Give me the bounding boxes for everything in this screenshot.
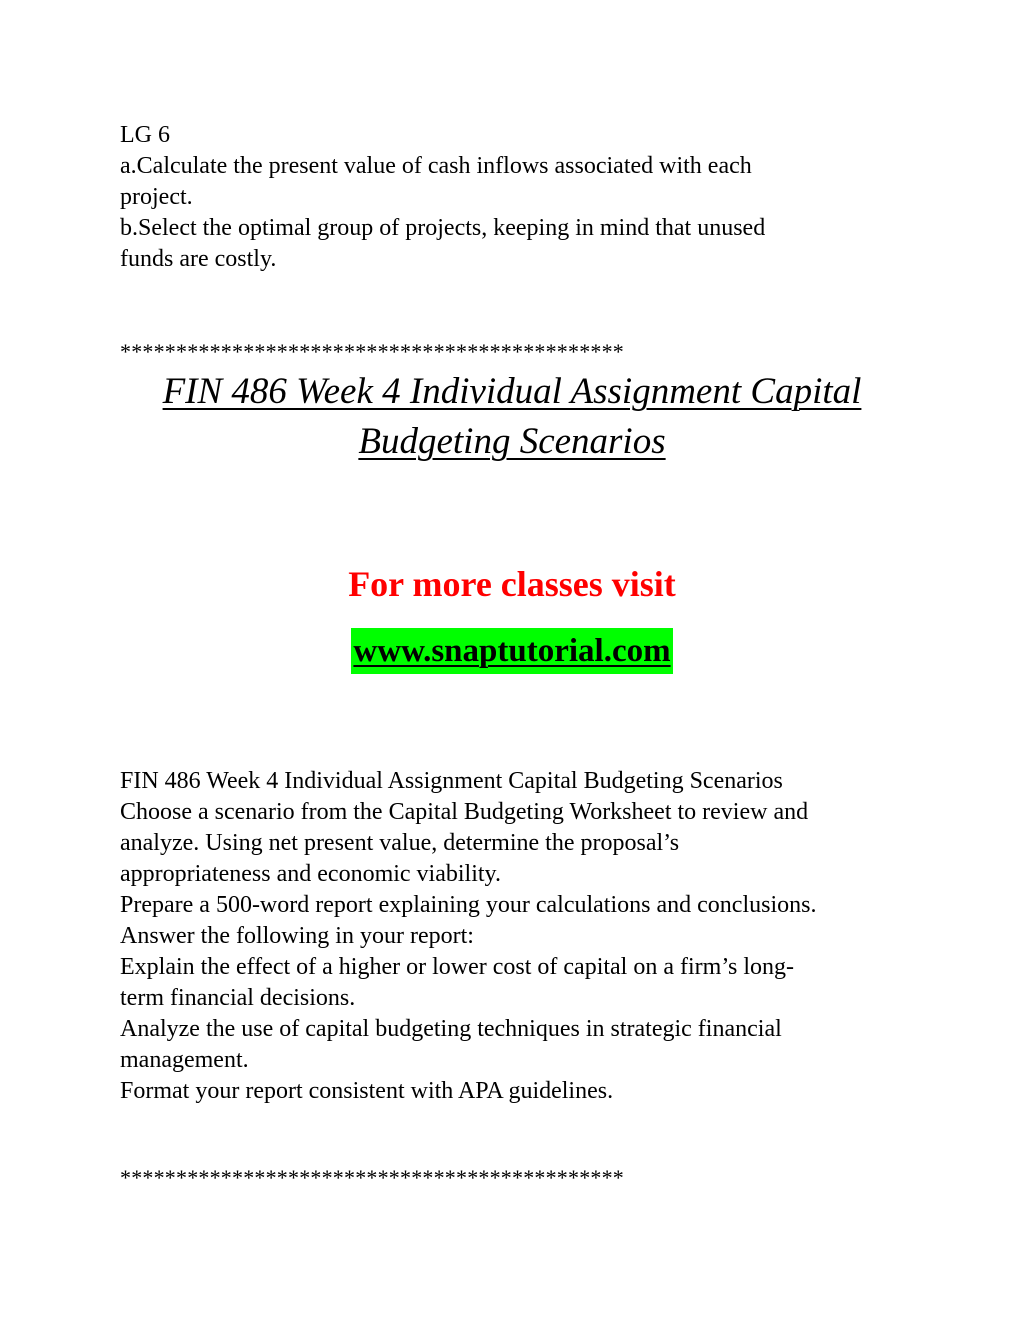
separator-top: ********************************************* [120, 339, 624, 364]
body-line: term financial decisions. [120, 985, 356, 1011]
body-line: Choose a scenario from the Capital Budgeting Worksheet to review and [120, 799, 809, 825]
document-title-line-2[interactable] [0, 416, 1024, 468]
intro-line: a.Calculate the present value of cash inflows associated with each [120, 153, 752, 179]
body-line: appropriateness and economic viability. [120, 861, 501, 887]
body-line: FIN 486 Week 4 Individual Assignment Capital Budgeting Scenarios [120, 768, 783, 794]
body-line: analyze. Using net present value, determine the proposal’s [120, 830, 680, 856]
document-title-line-1[interactable] [0, 366, 1024, 418]
website-link[interactable]: www.snaptutorial.com [351, 628, 672, 674]
promo-heading: For more classes visit [348, 564, 676, 604]
body-line: management. [120, 1047, 249, 1073]
body-line: Format your report consistent with APA guidelines. [120, 1078, 614, 1104]
intro-section [120, 120, 920, 275]
body-line: Analyze the use of capital budgeting techniques in strategic financial [120, 1016, 782, 1042]
intro-line: funds are costly. [120, 246, 277, 272]
body-line: Prepare a 500-word report explaining your calculations and conclusions. [120, 892, 817, 918]
separator-bottom: ********************************************* [120, 1165, 624, 1190]
intro-line: LG 6 [120, 122, 170, 148]
body-line: Explain the effect of a higher or lower cost of capital on a firm’s long- [120, 954, 794, 980]
assignment-body [120, 766, 920, 1107]
document-title-link[interactable]: FIN 486 Week 4 Individual Assignment Capital [162, 371, 862, 412]
intro-line: b.Select the optimal group of projects, keeping in mind that unused [120, 215, 766, 241]
promo-url-wrapper [0, 628, 1024, 674]
intro-line: project. [120, 184, 193, 210]
document-title-link[interactable]: Budgeting Scenarios [358, 421, 666, 462]
body-line: Answer the following in your report: [120, 923, 474, 949]
